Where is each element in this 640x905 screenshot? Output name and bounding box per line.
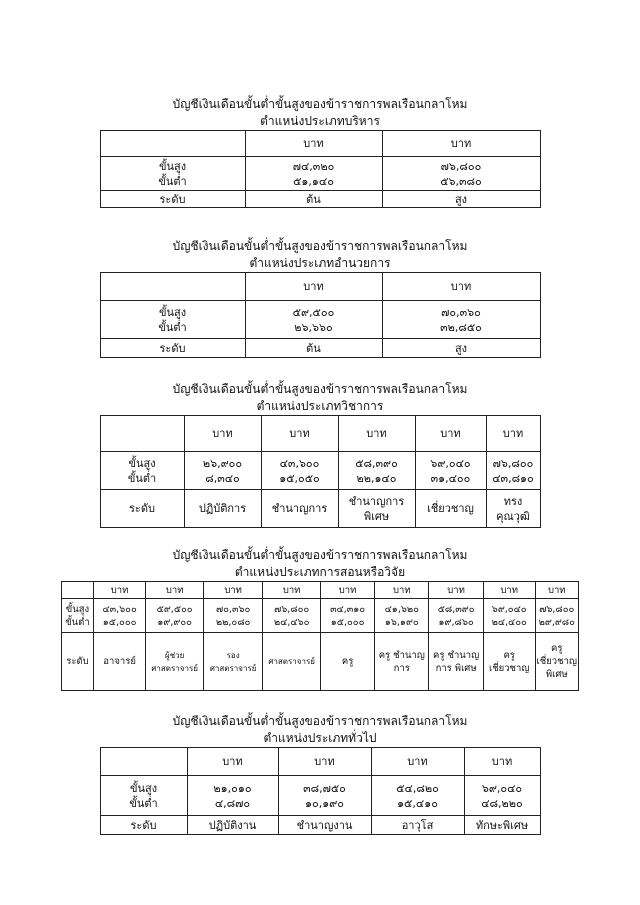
column-header: บาท xyxy=(278,748,371,776)
level-label: ระดับ xyxy=(62,633,94,691)
column-header: บาท xyxy=(320,582,374,599)
value-cell xyxy=(184,452,261,490)
section-subtitle: ตำแหน่งประเภทวิชาการ xyxy=(256,399,384,413)
row-label-cell xyxy=(100,157,245,191)
level-cell: ทักษะพิเศษ xyxy=(464,816,540,835)
level-cell: ครู เชี่ยวชาญ พิเศษ xyxy=(535,633,578,691)
salary-section-teaching-research xyxy=(0,547,640,691)
column-header: บาท xyxy=(486,416,540,452)
level-cell: สูง xyxy=(382,339,540,358)
min-value: ๒๒,๐๘๐ xyxy=(215,616,251,628)
max-value: ๗๐,๓๖๐ xyxy=(441,305,481,319)
min-value: ๓๑,๔๐๐ xyxy=(430,471,471,485)
max-value: ๕๙,๕๐๐ xyxy=(292,305,335,319)
max-value: ๓๔,๓๑๐ xyxy=(330,603,366,615)
max-value: ๖๙,๐๔๐ xyxy=(491,603,527,615)
min-label: ขั้นต่ำ xyxy=(158,320,187,334)
salary-table xyxy=(100,415,541,528)
salary-section-academic xyxy=(0,381,640,528)
value-cell xyxy=(261,452,338,490)
value-cell xyxy=(415,452,486,490)
min-value: ๑๕,๔๑๐ xyxy=(397,796,438,810)
section-subtitle: ตำแหน่งประเภทการสอนหรือวิจัย xyxy=(234,565,406,579)
min-value: ๒๔,๔๐๐ xyxy=(491,616,527,628)
value-cell xyxy=(486,452,540,490)
min-value: ๒๖,๖๖๐ xyxy=(294,320,333,334)
salary-table xyxy=(100,747,541,835)
max-value: ๕๘,๓๙๐ xyxy=(355,456,398,470)
min-label: ขั้นต่ำ xyxy=(129,796,158,810)
salary-section-management xyxy=(0,238,640,358)
max-value: ๖๙,๐๔๐ xyxy=(481,781,523,795)
salary-table xyxy=(100,130,541,208)
value-cell xyxy=(245,157,382,191)
max-value: ๕๙,๕๐๐ xyxy=(156,603,193,615)
level-cell: ผู้ช่วย ศาสตราจารย์ xyxy=(146,633,204,691)
max-value: ๗๖,๘๐๐ xyxy=(274,603,310,615)
max-value: ๗๐,๓๖๐ xyxy=(215,603,251,615)
value-cell xyxy=(320,599,374,633)
section-title: บัญชีเงินเดือนขั้นต่ำขั้นสูงของข้าราชการพลเรือนกลาโหม xyxy=(172,548,468,562)
value-cell xyxy=(338,452,415,490)
value-cell xyxy=(203,599,262,633)
level-cell: ครู xyxy=(320,633,374,691)
section-title: บัญชีเงินเดือนขั้นต่ำขั้นสูงของข้าราชการพลเรือนกลาโหม xyxy=(172,714,468,728)
salary-table xyxy=(61,581,579,691)
column-header: บาท xyxy=(146,582,204,599)
level-cell: ครู เชี่ยวชาญ xyxy=(483,633,535,691)
level-label: ระดับ xyxy=(100,191,245,208)
value-cell xyxy=(382,157,540,191)
column-header: บาท xyxy=(245,131,382,157)
value-cell xyxy=(429,599,484,633)
section-subtitle: ตำแหน่งประเภทบริหาร xyxy=(260,114,380,128)
level-cell: ปฏิบัติการ xyxy=(184,490,261,528)
row-label-cell xyxy=(62,599,94,633)
min-value: ๒๒,๑๔๐ xyxy=(356,471,397,485)
level-cell: ชำนาญการ xyxy=(261,490,338,528)
level-cell: ครู ชำนาญการ พิเศษ xyxy=(429,633,484,691)
section-title: บัญชีเงินเดือนขั้นต่ำขั้นสูงของข้าราชการพลเรือนกลาโหม xyxy=(172,239,468,253)
level-cell: ครู ชำนาญการ xyxy=(375,633,429,691)
min-label: ขั้นต่ำ xyxy=(65,616,90,628)
max-value: ๒๖,๙๐๐ xyxy=(202,456,243,470)
min-value: ๕๑,๑๔๐ xyxy=(293,174,334,188)
column-header: บาท xyxy=(338,416,415,452)
value-cell xyxy=(245,301,382,339)
row-label-cell xyxy=(100,301,245,339)
value-cell xyxy=(483,599,535,633)
min-value: ๑๐,๑๙๐ xyxy=(305,796,344,810)
row-label-cell xyxy=(100,452,184,490)
level-cell: รอง ศาสตราจารย์ xyxy=(203,633,262,691)
salary-section-executive xyxy=(0,96,640,208)
max-value: ๕๔,๘๒๐ xyxy=(396,781,439,795)
max-value: ๗๖,๘๐๐ xyxy=(492,456,534,470)
column-header: บาท xyxy=(535,582,578,599)
min-value: ๔,๘๗๐ xyxy=(214,796,251,810)
column-header: บาท xyxy=(261,416,338,452)
section-subtitle: ตำแหน่งประเภททั่วไป xyxy=(263,731,377,745)
max-label: ขั้นสูง xyxy=(158,159,187,173)
value-cell xyxy=(464,776,540,816)
level-cell: ปฏิบัติงาน xyxy=(187,816,278,835)
level-cell: ชำนาญการ พิเศษ xyxy=(338,490,415,528)
level-cell: อาจารย์ xyxy=(93,633,145,691)
min-value: ๑๙,๙๐๐ xyxy=(157,616,192,628)
min-value: ๑๕,๐๕๐ xyxy=(279,471,320,485)
value-cell xyxy=(278,776,371,816)
value-cell xyxy=(263,599,321,633)
section-title: บัญชีเงินเดือนขั้นต่ำขั้นสูงของข้าราชการพลเรือนกลาโหม xyxy=(172,382,468,396)
corner-cell xyxy=(100,131,245,157)
column-header: บาท xyxy=(203,582,262,599)
level-label: ระดับ xyxy=(100,490,184,528)
min-value: ๑๙,๘๖๐ xyxy=(438,616,474,628)
column-header: บาท xyxy=(371,748,464,776)
value-cell xyxy=(93,599,145,633)
max-value: ๖๙,๐๔๐ xyxy=(430,456,471,470)
max-value: ๗๔,๓๒๐ xyxy=(292,159,335,173)
value-cell xyxy=(371,776,464,816)
corner-cell xyxy=(100,416,184,452)
max-label: ขั้นสูง xyxy=(158,305,187,319)
column-header: บาท xyxy=(483,582,535,599)
column-header: บาท xyxy=(184,416,261,452)
level-cell: ศาสตราจารย์ xyxy=(263,633,321,691)
min-value: ๔๓,๘๑๐ xyxy=(492,471,534,485)
section-title: บัญชีเงินเดือนขั้นต่ำขั้นสูงของข้าราชการพลเรือนกลาโหม xyxy=(172,97,468,111)
value-cell xyxy=(535,599,578,633)
level-cell: ต้น xyxy=(245,339,382,358)
max-value: ๔๑,๖๒๐ xyxy=(384,603,419,615)
min-value: ๓๒,๘๕๐ xyxy=(440,320,482,334)
min-value: ๑๕,๐๐๐ xyxy=(330,616,365,628)
max-label: ขั้นสูง xyxy=(65,603,90,615)
level-cell: เชี่ยวชาญ xyxy=(415,490,486,528)
value-cell xyxy=(146,599,204,633)
column-header: บาท xyxy=(375,582,429,599)
value-cell xyxy=(382,301,540,339)
max-value: ๔๓,๖๐๐ xyxy=(279,456,320,470)
min-value: ๑๕,๐๐๐ xyxy=(102,616,137,628)
min-label: ขั้นต่ำ xyxy=(158,174,187,188)
corner-cell xyxy=(100,748,187,776)
column-header: บาท xyxy=(382,131,540,157)
value-cell xyxy=(375,599,429,633)
min-value: ๘,๓๔๐ xyxy=(205,471,240,485)
salary-section-general xyxy=(0,713,640,835)
level-label: ระดับ xyxy=(100,339,245,358)
max-value: ๔๓,๖๐๐ xyxy=(102,603,137,615)
corner-cell xyxy=(100,273,245,301)
column-header: บาท xyxy=(382,273,540,301)
row-label-cell xyxy=(100,776,187,816)
level-cell: ชำนาญงาน xyxy=(278,816,371,835)
level-cell: สูง xyxy=(382,191,540,208)
max-value: ๗๖,๘๐๐ xyxy=(440,159,482,173)
column-header: บาท xyxy=(429,582,484,599)
corner-cell xyxy=(62,582,94,599)
value-cell xyxy=(187,776,278,816)
min-label: ขั้นต่ำ xyxy=(127,471,157,485)
level-cell: ทรงคุณวุฒิ xyxy=(486,490,540,528)
section-subtitle: ตำแหน่งประเภทอำนวยการ xyxy=(249,256,391,270)
min-value: ๔๘,๒๒๐ xyxy=(481,796,523,810)
max-value: ๓๘,๗๕๐ xyxy=(303,781,346,795)
column-header: บาท xyxy=(93,582,145,599)
column-header: บาท xyxy=(187,748,278,776)
column-header: บาท xyxy=(245,273,382,301)
min-value: ๒๙,๙๘๐ xyxy=(538,616,575,628)
min-value: ๑๖,๑๙๐ xyxy=(384,616,419,628)
column-header: บาท xyxy=(263,582,321,599)
column-header: บาท xyxy=(464,748,540,776)
salary-table xyxy=(100,272,541,358)
max-value: ๒๑,๐๑๐ xyxy=(213,781,252,795)
level-cell: ต้น xyxy=(245,191,382,208)
min-value: ๕๖,๓๘๐ xyxy=(440,174,482,188)
max-label: ขั้นสูง xyxy=(128,456,156,470)
level-cell: อาวุโส xyxy=(371,816,464,835)
max-value: ๕๘,๓๙๐ xyxy=(437,603,475,615)
level-label: ระดับ xyxy=(100,816,187,835)
min-value: ๒๔,๔๖๐ xyxy=(273,616,310,628)
max-label: ขั้นสูง xyxy=(129,781,158,795)
column-header: บาท xyxy=(415,416,486,452)
max-value: ๗๖,๘๐๐ xyxy=(539,603,575,615)
